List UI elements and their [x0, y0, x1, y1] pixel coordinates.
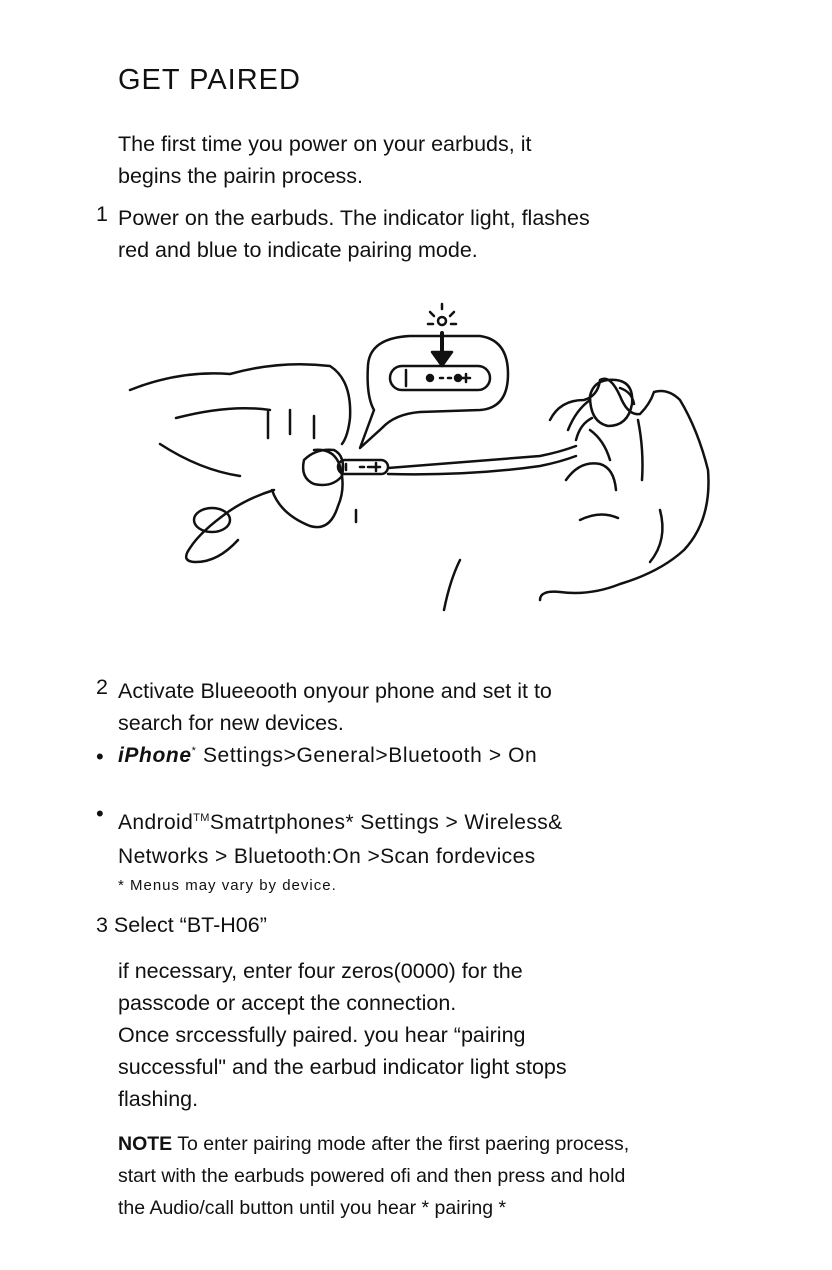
step-2-number: 2	[96, 675, 108, 699]
step-2-line: Activate Blueeooth onyour phone and set it to	[118, 679, 552, 703]
step-1-text	[118, 202, 590, 266]
step-3-line: passcode or accept the connection.	[118, 991, 457, 1015]
menus-note: * Menus may vary by device.	[118, 877, 337, 894]
right-earbud	[590, 380, 632, 426]
intro-line: begins the pairin process.	[118, 164, 364, 188]
step-1-line: red and blue to indicate pairing mode.	[118, 238, 478, 262]
note-line: start with the earbuds powered ofi and then press and hold	[118, 1165, 626, 1187]
android-label: Android	[118, 811, 194, 834]
step-3-line: Once srccessfully paired. you hear “pairing	[118, 1023, 526, 1047]
android-instruction	[118, 801, 563, 874]
android-path-1: Smatrtphones* Settings > Wireless&	[209, 811, 563, 834]
right-hand	[540, 379, 709, 600]
left-hand	[130, 364, 350, 444]
step-3-line: flashing.	[118, 1087, 199, 1111]
iphone-instruction	[118, 744, 537, 768]
step-2-text	[118, 675, 552, 739]
step-2-line: search for new devices.	[118, 711, 344, 735]
indicator-light-icon	[428, 304, 456, 325]
page-title: GET PAIRED	[118, 64, 301, 96]
note-label: NOTE	[118, 1133, 173, 1155]
intro-line: The first time you power on your earbuds, it	[118, 132, 532, 156]
step-1-line: Power on the earbuds. The indicator light, flashes	[118, 206, 590, 230]
bullet-dot: •	[96, 744, 104, 769]
trademark: TM	[193, 812, 210, 824]
asterisk: *	[191, 745, 197, 757]
step-3-text	[118, 955, 567, 1115]
iphone-path: Settings>General>Bluetooth > On	[202, 744, 538, 767]
android-path-2: Networks > Bluetooth:On >Scan fordevices	[118, 845, 536, 868]
note-paragraph	[118, 1128, 629, 1224]
step-3-heading: 3 Select “BT-H06”	[96, 913, 267, 937]
note-line: the Audio/call button until you hear * pairing *	[118, 1197, 507, 1219]
bullet-dot: •	[96, 801, 104, 826]
step-1-number: 1	[96, 202, 108, 226]
iphone-label: iPhone	[118, 744, 192, 767]
earbud-pairing-illustration	[120, 300, 720, 640]
intro-paragraph	[118, 128, 531, 192]
note-line: To enter pairing mode after the first paering process,	[172, 1133, 630, 1155]
step-3-line: successful" and the earbud indicator light stops	[118, 1055, 567, 1079]
step-3-line: if necessary, enter four zeros(0000) for the	[118, 959, 523, 983]
